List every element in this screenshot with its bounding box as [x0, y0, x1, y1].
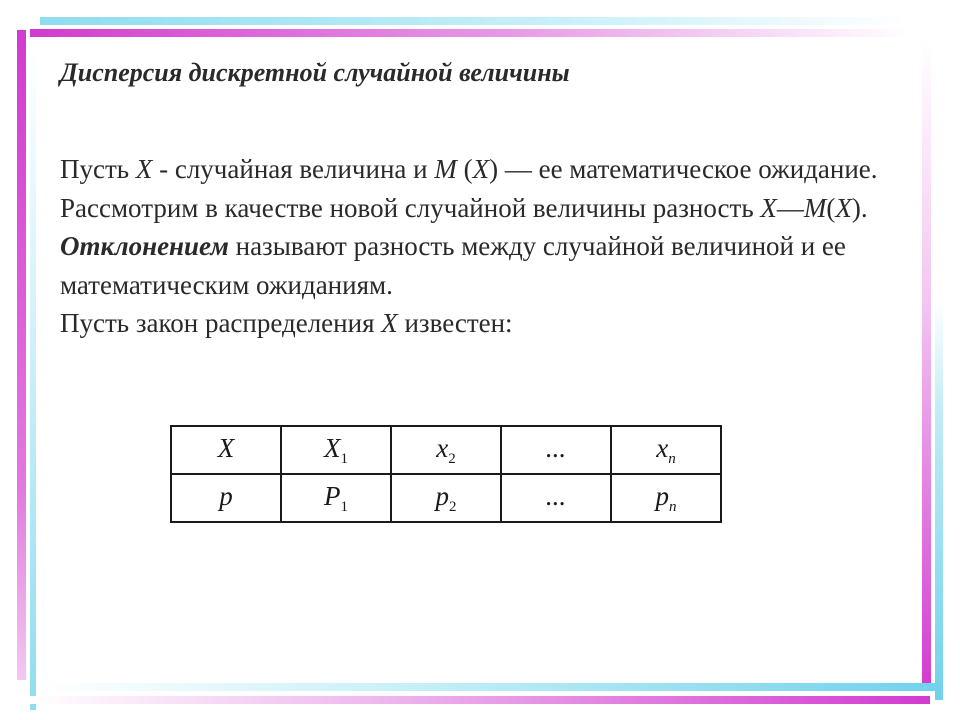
paragraph-deviation-definition: [60, 227, 900, 304]
frame-bar-bottom-magenta: [30, 696, 930, 704]
text-run: ) — ее математическое ожидание. Рассмотрим в качестве новой случайной величины разность: [60, 154, 878, 223]
table-cell: $P_1$: [281, 474, 391, 522]
text-run: известен:: [397, 308, 513, 339]
table-cell: $x_2$: [391, 426, 501, 474]
paragraph-distribution-intro: [60, 304, 900, 343]
text-run: Пусть: [60, 154, 136, 184]
text-run: —: [776, 192, 804, 223]
frame-bar-right-magenta: [922, 40, 931, 690]
text-run: - случайная величина и: [152, 154, 435, 184]
var-x: X: [381, 308, 398, 339]
var-x: X: [472, 154, 490, 184]
table-cell: $p_n$: [611, 474, 721, 522]
var-x: X: [835, 192, 852, 223]
table-row-probabilities: [171, 474, 721, 522]
table-row-values: [171, 426, 721, 474]
table-cell: $p_2$: [391, 474, 501, 522]
table-cell: $X_1$: [281, 426, 391, 474]
slide-title: Дисперсия дискретной случайной величины: [60, 58, 570, 87]
text-run: ).: [851, 192, 868, 223]
table-cell: X: [171, 426, 281, 474]
frame-bar-right-cyan: [935, 300, 943, 700]
paragraph-definition-context: [60, 150, 900, 227]
slide-body: [60, 150, 900, 343]
table-cell: ...: [501, 426, 611, 474]
text-run: (: [456, 154, 473, 184]
text-run: (: [826, 192, 836, 223]
var-m: M: [803, 192, 827, 223]
table-cell: ...: [501, 474, 611, 522]
frame-bar-top-magenta: [30, 29, 910, 37]
frame-bar-bottom-cyan: [40, 683, 940, 691]
text-run: называют разность между случайной величиной и ее математическим ожиданиям.: [60, 231, 846, 300]
frame-bar-top-cyan: [40, 17, 910, 25]
table-cell: $x_n$: [611, 426, 721, 474]
frame-bar-left-cyan: [30, 40, 36, 710]
defined-term: Отклонением: [60, 231, 229, 262]
var-x: X: [760, 192, 777, 223]
distribution-table: [170, 425, 722, 523]
var-x: X: [135, 154, 153, 184]
table-cell: p: [171, 474, 281, 522]
text-run: Пусть закон распределения: [60, 308, 382, 339]
frame-bar-left-magenta: [17, 30, 26, 680]
var-m: M: [434, 154, 457, 184]
